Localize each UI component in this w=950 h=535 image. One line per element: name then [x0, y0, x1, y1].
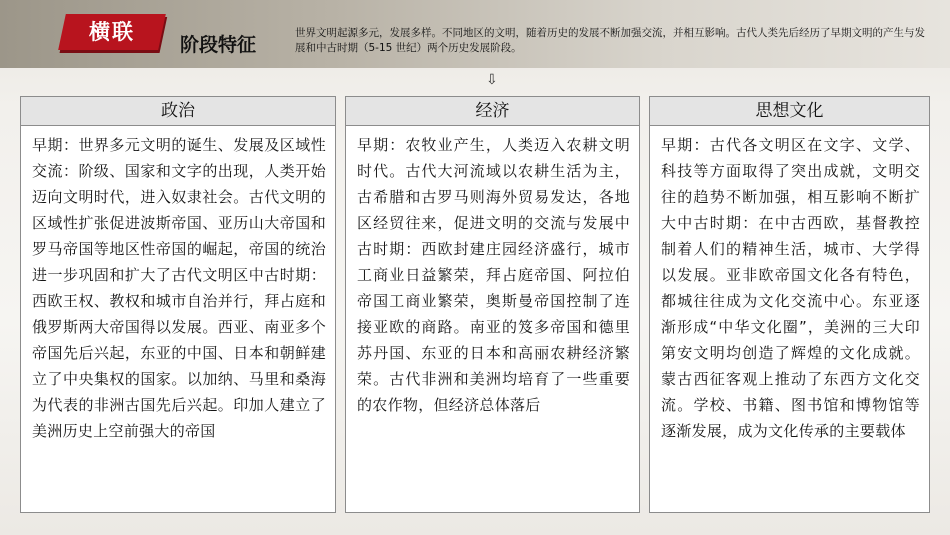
down-arrow-icon: ⇩	[486, 72, 498, 88]
intro-text: 世界文明起源多元，发展多样。不同地区的文明，随着历史的发展不断加强交流，并相互影响。古代人类先后经历了早期文明的产生与发展和中古时期（5-15 世纪）两个历史发展阶段。	[295, 27, 925, 54]
column-politics-title: 政治	[21, 97, 335, 126]
column-culture	[649, 96, 930, 513]
page-title: 阶段特征	[180, 34, 257, 56]
column-economy	[345, 96, 640, 513]
column-politics	[20, 96, 336, 513]
column-economy-text: 早期：农牧业产生，人类迈入农耕文明时代。古代大河流域以农耕生活为主，古希腊和古罗马则海外贸易发达，各地区经贸往来，促进文明的交流与发展中古时期：西欧封建庄园经济盛行，城市工商业日益繁荣，拜占庭帝国、阿拉伯帝国工商业繁荣，奥斯曼帝国控制了连接亚欧的商路。南亚的笈多帝国和德里苏丹国、东亚的日本和高丽农耕经济繁荣。古代非洲和美洲均培育了一些重要的农作物，但经济总体落后	[357, 136, 630, 414]
header-badge: 横联	[89, 20, 135, 44]
column-politics-text: 早期：世界多元文明的诞生、发展及区域性交流：阶级、国家和文字的出现，人类开始迈向文明时代，进入奴隶社会。古代文明的区域性扩张促进波斯帝国、亚历山大帝国和罗马帝国等地区性帝国的崛起，帝国的统治进一步巩固和扩大了古代文明区中古时期：西欧王权、教权和城市自治并行，拜占庭和俄罗斯两大帝国得以发展。西亚、南亚多个帝国先后兴起，东亚的中国、日本和朝鲜建立了中央集权的国家。以加纳、马里和桑海为代表的非洲古国先后兴起。印加人建立了美洲历史上空前强大的帝国	[32, 136, 326, 440]
column-economy-title: 经济	[346, 97, 639, 126]
column-culture-title: 思想文化	[650, 97, 929, 126]
column-culture-text: 早期：古代各文明区在文字、文学、科技等方面取得了突出成就，文明交往的趋势不断加强，相互影响不断扩大中古时期：在中古西欧，基督教控制着人们的精神生活，城市、大学得以发展。亚非欧帝国文化各有特色，都城往往成为文化交流中心。东亚逐渐形成“中华文化圈”，美洲的三大印第安文明均创造了辉煌的文化成就。蒙古西征客观上推动了东西方文化交流。学校、书籍、图书馆和博物馆等逐渐发展，成为文化传承的主要载体	[661, 136, 920, 440]
